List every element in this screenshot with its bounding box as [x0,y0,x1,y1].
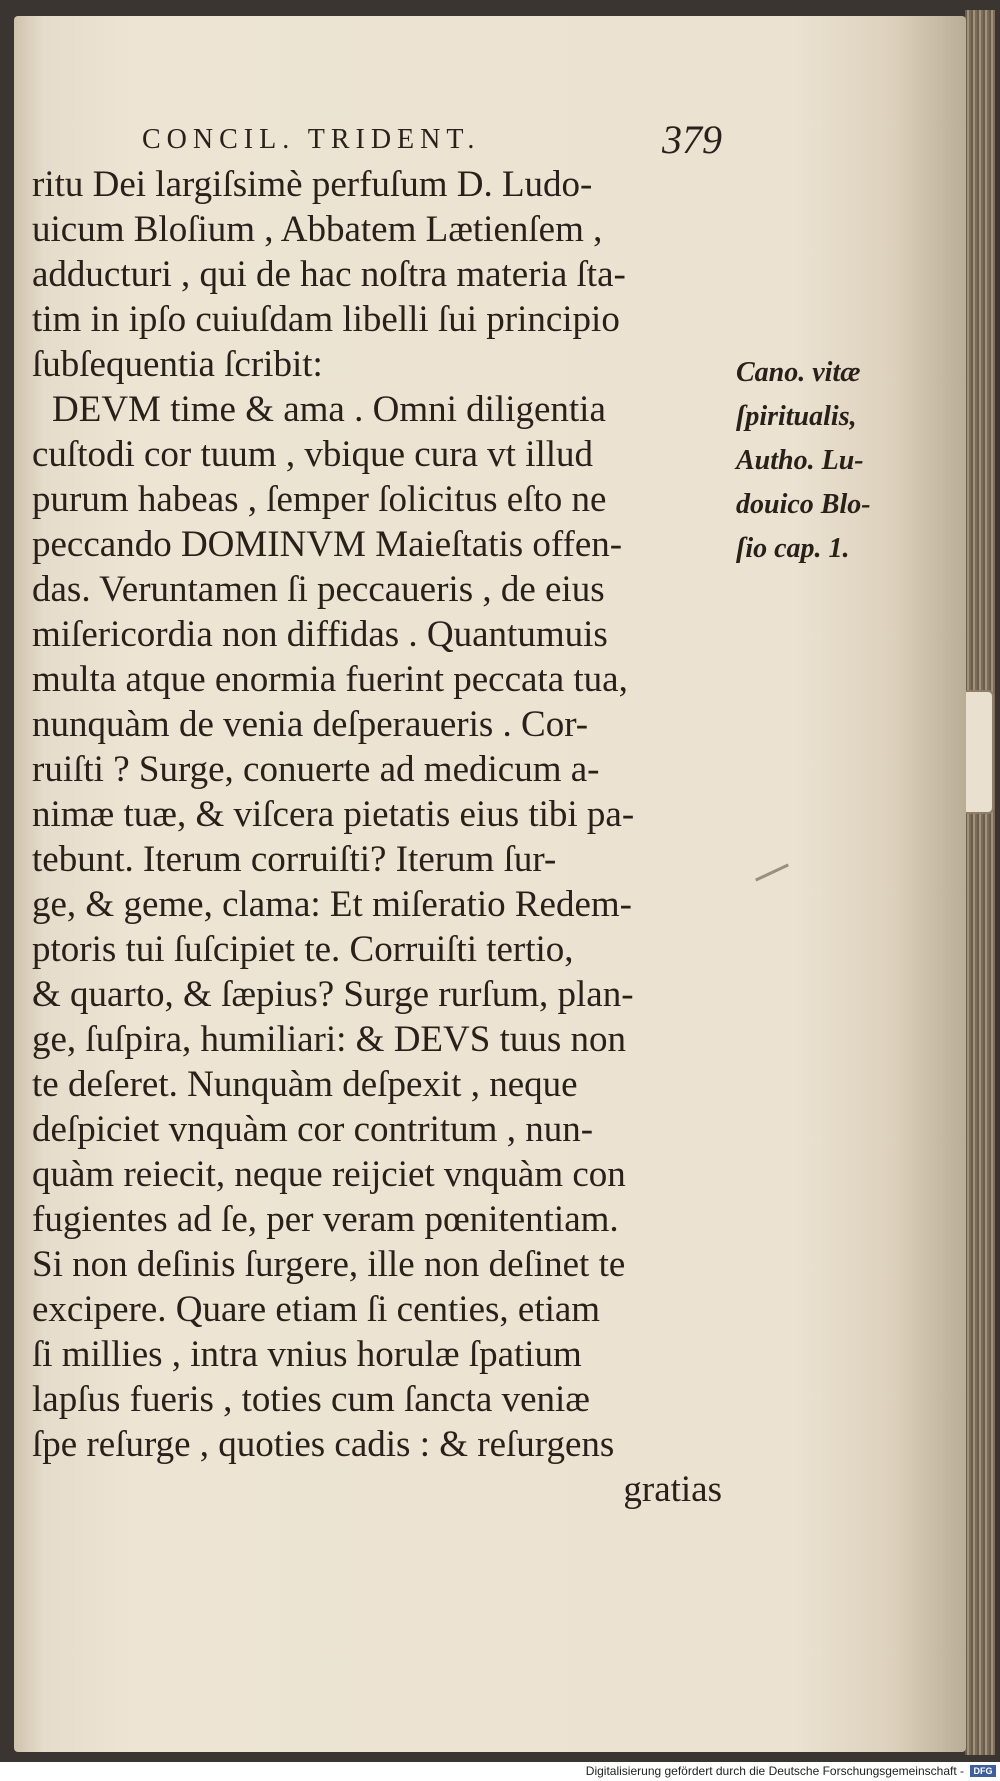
margin-note-line: ſpiritualis, [736,401,857,432]
footer-bar [0,1762,1000,1781]
text-line: tim in ipſo cuiuſdam libelli ſui principio [32,299,620,340]
text-line: lapſus fueris , toties cum ſancta veniæ [32,1379,590,1420]
margin-note-line: Cano. vitæ [736,357,861,388]
text-line: excipere. Quare etiam ſi centies, etiam [32,1289,601,1330]
margin-note [736,351,916,571]
text-line: miſericordia non diffidas . Quantumuis [32,614,608,655]
text-line: ritu Dei largiſsimè perfuſum D. Ludo- [32,164,593,205]
text-line: ſi millies , intra vnius horulæ ſpatium [32,1334,582,1375]
text-line: DEVM time & ama . Omni diligentia [52,389,606,430]
catchword: gratias [623,1469,722,1510]
margin-note-line: douico Blo- [736,489,871,520]
footer-credit: Digitalisierung gefördert durch die Deutsche Forschungsgemeinschaft - [585,1764,964,1778]
text-line: ſubſequentia ſcribit: [32,344,323,385]
text-line: multa atque enormia fuerint peccata tua, [32,659,628,700]
text-line: & quarto, & ſæpius? Surge rurſum, plan- [32,974,634,1015]
text-line: ge, ſuſpira, humiliari: & DEVS tuus non [32,1019,627,1060]
text-line: Si non deſinis ſurgere, ille non deſinet te [32,1244,626,1285]
text-line: quàm reiecit, neque reijciet vnquàm con [32,1154,626,1195]
text-line: fugientes ad ſe, per veram pœnitentiam. [32,1199,619,1240]
page-number: 379 [662,117,722,162]
margin-note-line: Autho. Lu- [736,445,864,476]
text-line: ſpe reſurge , quoties cadis : & reſurgens [32,1424,615,1465]
text-line: deſpiciet vnquàm cor contritum , nun- [32,1109,594,1150]
text-line: peccando DOMINVM Maieſtatis offen- [32,524,623,565]
ink-mark [755,864,789,882]
text-line: nimæ tuæ, & viſcera pietatis eius tibi pa- [32,794,635,835]
page-edges [965,10,995,1755]
text-line: das. Veruntamen ſi peccaueris , de eius [32,569,605,610]
text-line: ptoris tui ſuſcipiet te. Corruiſti tertio, [32,929,574,970]
text-line: ge, & geme, clama: Et miſeratio Redem- [32,884,633,925]
dfg-logo: DFG [970,1765,996,1777]
running-title: CONCIL. TRIDENT. [142,124,481,155]
book-page [14,16,966,1752]
text-line: ruiſti ? Surge, conuerte ad medicum a- [32,749,600,790]
text-line: te deſeret. Nunquàm deſpexit , neque [32,1064,578,1105]
body-text [32,162,732,1512]
text-line: purum habeas , ſemper ſolicitus eſto ne [32,479,607,520]
text-line: cuſtodi cor tuum , vbique cura vt illud [32,434,594,475]
text-line: tebunt. Iterum corruiſti? Iterum ſur- [32,839,557,880]
text-line: adducturi , qui de hac noſtra materia ſta- [32,254,626,295]
text-line: uicum Bloſium , Abbatem Lætienſem , [32,209,603,250]
margin-note-line: ſio cap. 1. [736,533,850,564]
text-line: nunquàm de venia deſperaueris . Cor- [32,704,589,745]
